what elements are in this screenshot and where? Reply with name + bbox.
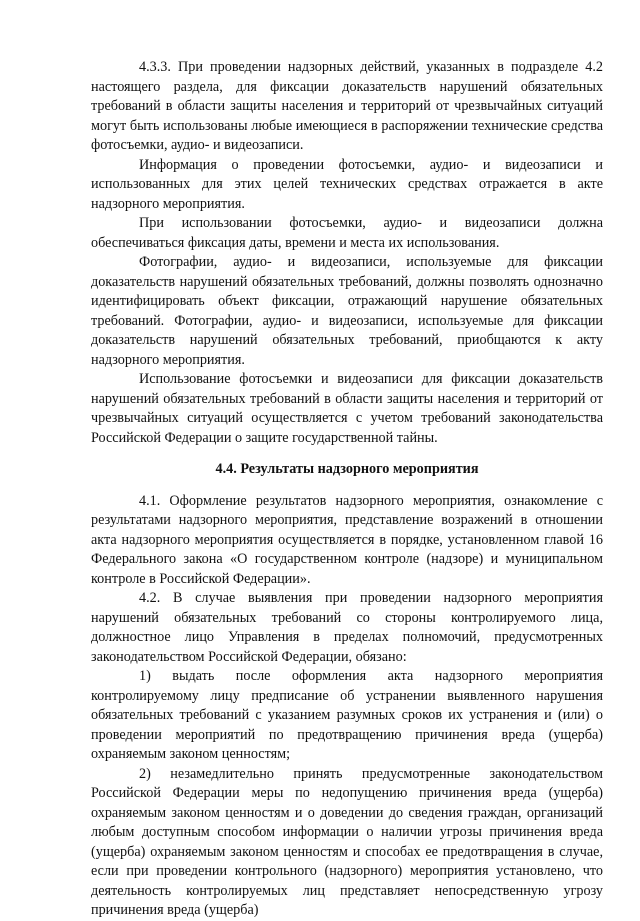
document-page [91, 58, 603, 921]
list-item-2: 2) незамедлительно принять предусмотренные законодательством Российской Федерации меры по недопущению причинения вреда (ущерба) охраняемым законом ценностям и о доведении до сведения граждан, организаций любым доступным способом информации о наличии угрозы причинения вреда (ущерба) охраняемым законом ценностям и способах ее предотвращения в случае, если при проведении контрольного (надзорного) мероприятия установлено, что деятельность контролируемых лиц представляет непосредственную угрозу причинения вреда (ущерба) [91, 765, 603, 918]
paragraph-4-3-3: 4.3.3. При проведении надзорных действий, указанных в подразделе 4.2 настоящего раздела, для фиксации доказательств нарушений обязательных требований в области защиты населения и территорий от чрезвычайных ситуаций могут быть использованы любые имеющиеся в распоряжении технические средства фотосъемки, аудио- и видеозаписи. [91, 59, 603, 153]
section-heading-4-4: 4.4. Результаты надзорного мероприятия [215, 461, 479, 477]
paragraph-photo-info: Информация о проведении фотосъемки, аудио- и видеозаписи и использованных для этих целей технических средствах отражается в акте надзорного мероприятия. [91, 156, 603, 212]
paragraph-photo-evidence: Фотографии, аудио- и видеозаписи, используемые для фиксации доказательств нарушений обязательных требований, должны позволять однозначно идентифицировать объект фиксации, отражающий нарушение обязательных требований. Фотографии, аудио- и видеозаписи, используемые для фиксации доказательств нарушений обязательных требований, приобщаются к акту надзорного мероприятия. [91, 254, 603, 368]
paragraph-4-1: 4.1. Оформление результатов надзорного мероприятия, ознакомление с результатами надзорного мероприятия, представление возражений в отношении акта надзорного мероприятия осуществляется в порядке, установленном главой 16 Федерального закона «О государственном контроле (надзоре) и муниципальном контроле в Российской Федерации». [91, 492, 603, 587]
paragraph-state-secret: Использование фотосъемки и видеозаписи для фиксации доказательств нарушений обязательных требований в области защиты населения и территорий от чрезвычайных ситуаций осуществляется с учетом требований законодательства Российской Федерации о защите государственной тайны. [91, 371, 603, 446]
paragraph-photo-date: При использовании фотосъемки, аудио- и видеозаписи должна обеспечиваться фиксация даты, времени и места их использования. [91, 215, 603, 251]
paragraph-4-2: 4.2. В случае выявления при проведении надзорного мероприятия нарушений обязательных требований со стороны контролируемого лица, должностное лицо Управления в пределах полномочий, предусмотренных законодательством Российской Федерации, обязано: [91, 590, 603, 665]
list-item-1: 1) выдать после оформления акта надзорного мероприятия контролируемому лицу предписание об устранении выявленного нарушения обязательных требований с указанием разумных сроков их устранения и (или) о проведении мероприятий по предотвращению причинения вреда (ущерба) охраняемым законом ценностям; [91, 668, 603, 762]
